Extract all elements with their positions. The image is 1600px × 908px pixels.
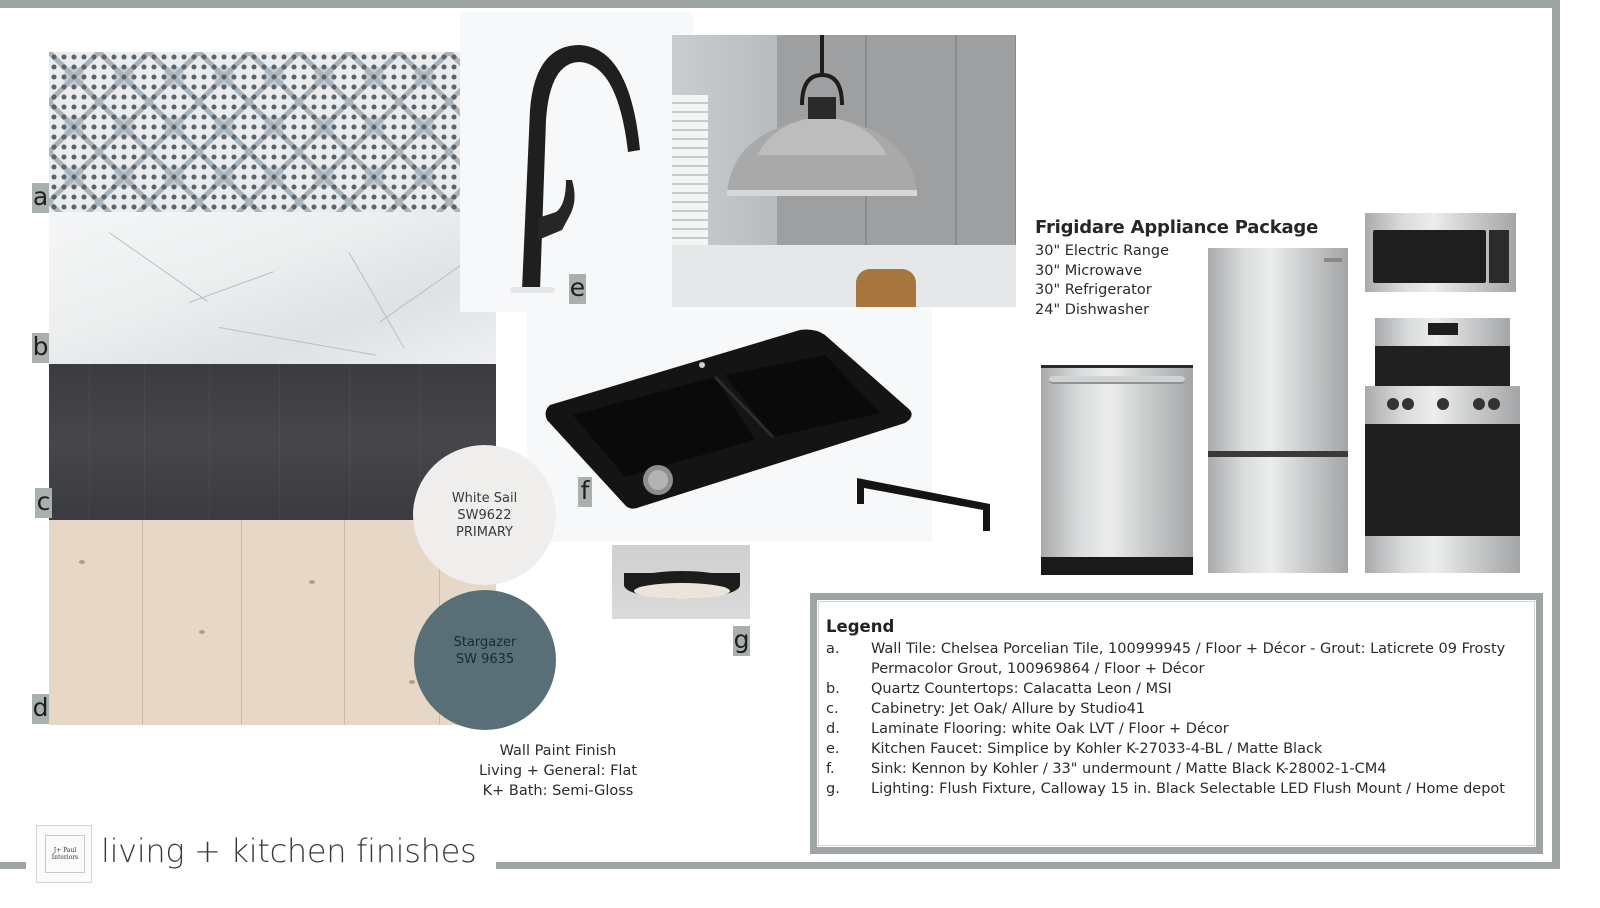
frame-top-border (0, 0, 1600, 8)
quartz-countertop-swatch (49, 212, 496, 364)
label-e: e (569, 273, 586, 302)
wall-tile-swatch (49, 52, 496, 212)
legend-item (826, 639, 1516, 679)
paint-swatch-stargazer (414, 590, 556, 730)
legend-list (826, 639, 1516, 799)
logo-line2: Interiors (51, 854, 79, 861)
appliance-item: 30" Refrigerator (1035, 282, 1152, 299)
appliance-item: 24" Dishwasher (1035, 301, 1150, 318)
dishwasher-image (1041, 365, 1193, 575)
frame-bottom-border-left (0, 862, 26, 869)
paint-finish-line1: Living + General: Flat (478, 763, 638, 779)
electric-range-image (1365, 318, 1520, 573)
kitchen-faucet-image (500, 40, 650, 300)
frame-right-border-overlay (1552, 0, 1560, 866)
legend-key: e. (826, 741, 840, 757)
label-d: d (32, 693, 49, 722)
pendant-light-image (672, 35, 1016, 307)
legend-text: Kitchen Faucet: Simplice by Kohler K-27033-4-BL / Matte Black (871, 741, 1323, 757)
legend-item (826, 719, 1516, 739)
cabinet-pull-image (855, 476, 995, 536)
paint-finish-line2: K+ Bath: Semi-Gloss (482, 783, 634, 799)
legend-item (826, 739, 1516, 759)
paint-primary-code: SW9622 (457, 507, 512, 523)
legend-title: Legend (826, 617, 895, 636)
legend-key: d. (826, 721, 840, 737)
legend-key: b. (826, 681, 840, 697)
board-title: living + kitchen finishes (101, 832, 477, 870)
paint-finish-title: Wall Paint Finish (499, 743, 617, 759)
legend-text: Laminate Flooring: white Oak LVT / Floor + Décor (871, 721, 1229, 737)
microwave-image (1365, 213, 1516, 292)
legend-key: f. (826, 761, 835, 777)
legend-text: Sink: Kennon by Kohler / 33" undermount / Matte Black K-28002-1-CM4 (871, 761, 1387, 777)
legend-text: Lighting: Flush Fixture, Calloway 15 in. Black Selectable LED Flush Mount / Home depot (871, 781, 1505, 797)
flush-mount-light-image (612, 545, 750, 619)
paint-primary-name: White Sail (451, 490, 518, 506)
legend-text: Quartz Countertops: Calacatta Leon / MSI (871, 681, 1172, 697)
paint-finish-note (458, 741, 658, 801)
company-logo (36, 825, 92, 883)
legend-key: g. (826, 781, 840, 797)
paint-accent-code: SW 9635 (455, 652, 515, 667)
label-c: c (36, 487, 51, 516)
paint-swatch-white-sail (413, 445, 556, 585)
appliance-item: 30" Microwave (1035, 262, 1143, 279)
legend-text: Cabinetry: Jet Oak/ Allure by Studio41 (871, 701, 1146, 717)
appliance-list (1035, 242, 1169, 320)
paint-accent-name: Stargazer (453, 635, 517, 650)
label-b: b (32, 332, 49, 361)
legend-item (826, 699, 1516, 719)
appliance-package-title: Frigidare Appliance Package (1035, 217, 1319, 238)
legend-item (826, 779, 1516, 799)
frame-bottom-border-right (496, 862, 1560, 869)
appliance-item: 30" Electric Range (1035, 243, 1170, 259)
label-f: f (578, 477, 592, 507)
legend-item (826, 759, 1516, 779)
paint-primary-tag: PRIMARY (456, 524, 513, 540)
right-margin (1560, 0, 1600, 908)
legend-text: Wall Tile: Chelsea Porcelian Tile, 100999945 / Floor + Décor - Grout: Laticrete 09 Frosty Permacolor Grout, 100969864 / Floor + Décor (871, 641, 1506, 677)
refrigerator-image (1208, 248, 1348, 573)
legend-key: a. (826, 641, 840, 657)
legend-key: c. (826, 701, 839, 717)
label-a: a (32, 182, 49, 211)
legend-item (826, 679, 1516, 699)
label-g: g (733, 625, 750, 654)
logo-line1: J+ Paul (53, 847, 77, 854)
